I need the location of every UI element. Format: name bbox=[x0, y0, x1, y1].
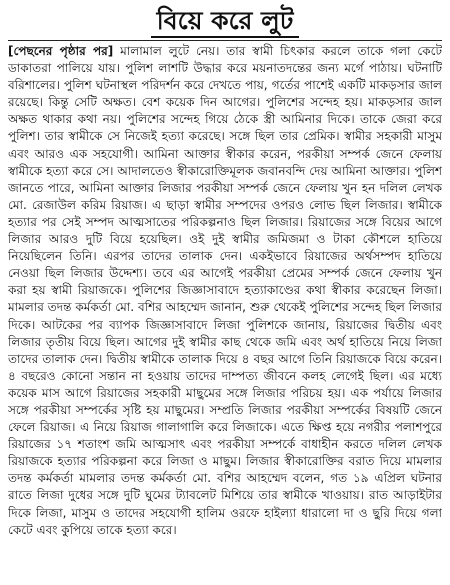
headline-text: বিয়ে করে লুট bbox=[151, 6, 300, 38]
continued-from-label: [পেছনের পৃষ্ঠার পর] bbox=[8, 44, 114, 58]
article-body bbox=[8, 43, 442, 583]
article-body-text: মালামাল লুটে নেয়। তার স্বামী চিৎকার করলে তাকে গলা কেটে ডাকাতরা পালিয়ে যায়। পুলিশ লাশটি উদ্ধার করে ময়নাতদন্তের জন্য মর্গে পাঠায়। ঘটনাটি বরিশালের। পুলিশ ঘটনাস্থল পরিদর্শন করে দেখতে পায়, গর্তের পাশেই একটি মাকড়সার জাল রয়েছে। কিন্তু সেটি অক্ষত। বেশ কয়েক দিন আগের। পুলিশের সন্দেহ হয়। মাকড়সার জাল অক্ষত থাকার কথা নয়। পুলিশের সন্দেহ গিয়ে ঠেকে স্ত্রী আমিনার দিকে। তাকে জেরা করে পুলিশ। তার স্বামীকে সে নিজেই হত্যা করেছে। সঙ্গে ছিল তার প্রেমিক। স্বামীর সহকারী মাসুম এবং আরও এক সহযোগী। আমিনা আক্তার স্বীকার করেন, পরকীয়া সম্পর্ক জেনে ফেলায় স্বামীকে হত্যা করে সে। আদালতেও স্বীকারোক্তিমূলক জবানবন্দি দেয় আমিনা আক্তার। পুলিশ জানতে পারে, আমিনা আক্তার লিজার পরকীয়া সম্পর্ক জেনে ফেলায় খুন হন দলিল লেখক মো. রেজাউল করিম রিয়াজ। এ ছাড়া স্বামীর সম্পদের ওপরও লোভ ছিল লিজার। স্বামীকে হত্যার পর সেই সম্পদ আত্মসাতের পরিকল্পনাও ছিল লিজার। রিয়াজের সঙ্গে বিয়ের আগে লিজার আরও দুটি বিয়ে হয়েছিল। ওই দুই স্বামীর জমিজমা ও টাকা কৌশলে হাতিয়ে নিয়েছিলেন তিনি। এরপর তাদের তালাক দেন। একইভাবে রিয়াজের অর্থসম্পদ হাতিয়ে নেওয়া ছিল লিজার উদ্দেশ্য। তবে এর আগেই পরকীয়া প্রেমের সম্পর্ক জেনে ফেলায় খুন করা হয় স্বামী রিয়াজকে। পুলিশের জিজ্ঞাসাবাদে হত্যাকাণ্ডের কথা স্বীকার করেছেন লিজা। মামলার তদন্ত কর্মকর্তা মো. বশির আহম্মেদ জানান, শুরু থেকেই পুলিশের সন্দেহ ছিল লিজার দিকে। আটকের পর ব্যাপক জিজ্ঞাসাবাদে লিজা পুলিশকে জানায়, রিয়াজের দ্বিতীয় এবং লিজার তৃতীয় বিয়ে ছিল। আগের দুই স্বামীর কাছ থেকে জমি এবং অর্থ হাতিয়ে নিয়ে লিজা তাদের তালাক দেন। দ্বিতীয় স্বামীকে তালাক দিয়ে ৪ বছর আগে তিনি রিয়াজকে বিয়ে করেন। ৪ বছরেও কোনো সন্তান না হওয়ায় তাদের দাম্পত্য জীবনে কলহ লেগেই ছিল। এর মধ্যে কয়েক মাস আগে রিয়াজের সহকারী মাছুমের সঙ্গে লিজার পরিচয় হয়। এক পর্যায়ে লিজার সঙ্গে পরকীয়া সম্পর্কের সৃষ্টি হয় মাছুমের। সম্প্রতি লিজার পরকীয়া সম্পর্কের বিষয়টি জেনে ফেলে রিয়াজ। এ নিয়ে রিয়াজ গালাগালি করে লিজাকে। এতে ক্ষিপ্ত হয়ে নগরীর পলাশপুরে রিয়াজের ১৭ শতাংশ জমি আত্মসাৎ এবং পরকীয়া সম্পর্কে বাধাহীন করতে দলিল লেখক রিয়াজকে হত্যার পরিকল্পনা করে লিজা ও মাছুম। লিজার স্বীকারোক্তির বরাত দিয়ে মামলার তদন্ত কর্মকর্তা মামলার তদন্ত কর্মকর্তা মো. বশির আহম্মেদ বলেন, গত ১৯ এপ্রিল ঘটনার রাতে লিজা দুধের সঙ্গে দুটি ঘুমের ট্যাবলেট মিশিয়ে তার স্বামীকে খাওয়ায়। রাত আড়াইটার দিকে লিজা, মাসুম ও তাদের সহযোগী হালিম ওরফে হাইল্যা ধারালো দা ও ছুরি দিয়ে গলা কেটে এবং কুপিয়ে তাকে হত্যা করে। bbox=[8, 44, 442, 537]
headline-divider bbox=[8, 40, 442, 41]
article-headline bbox=[8, 6, 442, 38]
